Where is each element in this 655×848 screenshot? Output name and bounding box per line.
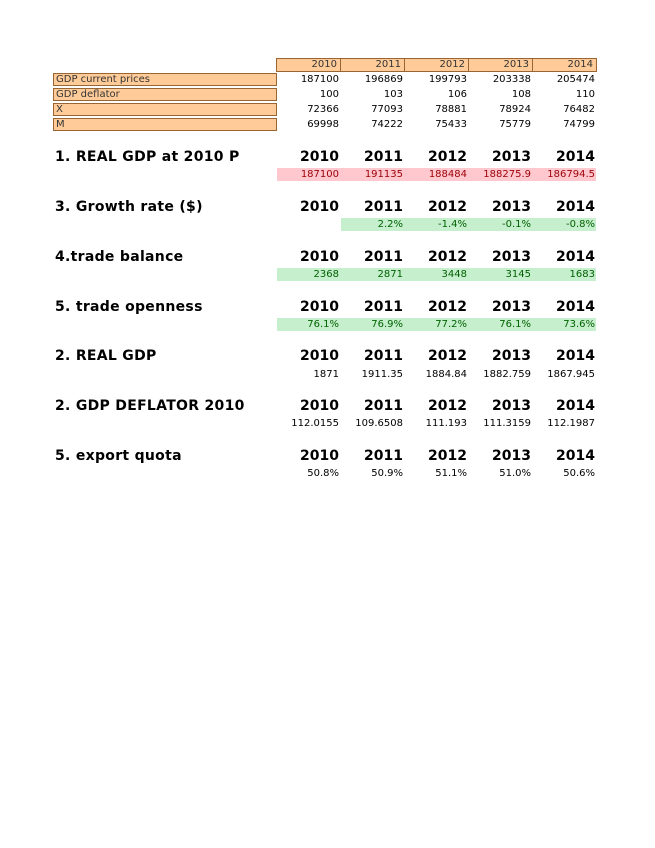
year-label: 2013 — [492, 398, 531, 414]
year-label: 2013 — [492, 199, 531, 215]
year-label: 2013 — [492, 249, 531, 265]
value-cell: 51.1% — [435, 468, 467, 479]
cell: 106 — [447, 89, 467, 100]
value-cell: 50.9% — [371, 468, 403, 479]
cell: 78881 — [435, 104, 467, 115]
year-header: 2010 — [276, 58, 341, 72]
value-cell: -0.1% — [501, 219, 531, 230]
value-cell: 1867.945 — [547, 369, 595, 380]
value-cell: 111.193 — [425, 418, 467, 429]
row-label: X — [53, 103, 277, 116]
value-cell: 73.6% — [563, 319, 595, 330]
value-cell: 51.0% — [499, 468, 531, 479]
value-cell: 3145 — [505, 269, 531, 280]
value-cell: 188275.9 — [483, 169, 531, 180]
value-cell: 50.8% — [307, 468, 339, 479]
year-label: 2011 — [364, 398, 403, 414]
cell: 74222 — [371, 119, 403, 130]
cell: 100 — [319, 89, 339, 100]
cell: 77093 — [371, 104, 403, 115]
cell: 199793 — [428, 74, 467, 85]
value-cell: 187100 — [300, 169, 339, 180]
year-label: 2012 — [428, 199, 467, 215]
year-header: 2014 — [532, 58, 597, 72]
year-header: 2013 — [468, 58, 533, 72]
year-label: 2013 — [492, 299, 531, 315]
year-label: 2011 — [364, 448, 403, 464]
year-label: 2014 — [556, 149, 595, 165]
cell: 78924 — [499, 104, 531, 115]
section-title: 5. trade openness — [55, 299, 203, 315]
value-cell: 111.3159 — [483, 418, 531, 429]
year-label: 2013 — [492, 149, 531, 165]
year-label: 2013 — [492, 348, 531, 364]
year-label: 2010 — [300, 348, 339, 364]
cell: 110 — [575, 89, 595, 100]
value-cell: 191135 — [364, 169, 403, 180]
year-label: 2013 — [492, 448, 531, 464]
value-cell: 76.1% — [307, 319, 339, 330]
cell: 72366 — [307, 104, 339, 115]
year-label: 2012 — [428, 448, 467, 464]
cell: 74799 — [563, 119, 595, 130]
year-label: 2014 — [556, 299, 595, 315]
year-header: 2011 — [340, 58, 405, 72]
section-title: 4.trade balance — [55, 249, 184, 265]
year-label: 2010 — [300, 199, 339, 215]
cell: 75433 — [435, 119, 467, 130]
year-label: 2012 — [428, 249, 467, 265]
value-cell: 1884.84 — [425, 369, 467, 380]
cell: 196869 — [364, 74, 403, 85]
year-label: 2011 — [364, 199, 403, 215]
value-cell: 112.0155 — [291, 418, 339, 429]
section-title: 5. export quota — [55, 448, 182, 464]
value-cell: 77.2% — [435, 319, 467, 330]
value-cell: 1871 — [313, 369, 339, 380]
year-header: 2012 — [404, 58, 469, 72]
year-label: 2012 — [428, 299, 467, 315]
year-label: 2010 — [300, 149, 339, 165]
value-cell: 2.2% — [377, 219, 403, 230]
year-label: 2011 — [364, 249, 403, 265]
row-label: GDP deflator — [53, 88, 277, 101]
year-label: 2012 — [428, 348, 467, 364]
cell: 76482 — [563, 104, 595, 115]
year-label: 2012 — [428, 149, 467, 165]
year-label: 2014 — [556, 348, 595, 364]
row-label: M — [53, 118, 277, 131]
cell: 75779 — [499, 119, 531, 130]
cell: 103 — [383, 89, 403, 100]
cell: 203338 — [492, 74, 531, 85]
year-label: 2011 — [364, 149, 403, 165]
value-cell: 76.9% — [371, 319, 403, 330]
value-cell: 2871 — [377, 269, 403, 280]
year-label: 2011 — [364, 299, 403, 315]
year-label: 2010 — [300, 249, 339, 265]
value-cell: 50.6% — [563, 468, 595, 479]
year-label: 2012 — [428, 398, 467, 414]
cell: 69998 — [307, 119, 339, 130]
value-cell: 76.1% — [499, 319, 531, 330]
cell: 187100 — [300, 74, 339, 85]
year-label: 2010 — [300, 448, 339, 464]
cell: 108 — [511, 89, 531, 100]
section-title: 1. REAL GDP at 2010 P — [55, 149, 240, 165]
value-cell: 1911.35 — [361, 369, 403, 380]
year-label: 2010 — [300, 398, 339, 414]
year-label: 2014 — [556, 398, 595, 414]
value-cell: 112.1987 — [547, 418, 595, 429]
year-label: 2014 — [556, 448, 595, 464]
year-label: 2014 — [556, 249, 595, 265]
value-cell: -1.4% — [437, 219, 467, 230]
section-title: 2. GDP DEFLATOR 2010 — [55, 398, 245, 414]
cell: 205474 — [556, 74, 595, 85]
row-label: GDP current prices — [53, 73, 277, 86]
value-cell: 186794.5 — [547, 169, 595, 180]
value-cell: 1683 — [569, 269, 595, 280]
value-cell: -0.8% — [565, 219, 595, 230]
year-label: 2014 — [556, 199, 595, 215]
value-cell: 109.6508 — [355, 418, 403, 429]
section-title: 2. REAL GDP — [55, 348, 157, 364]
value-cell: 3448 — [441, 269, 467, 280]
year-label: 2011 — [364, 348, 403, 364]
section-title: 3. Growth rate ($) — [55, 199, 203, 215]
value-cell: 1882.759 — [483, 369, 531, 380]
value-cell: 188484 — [428, 169, 467, 180]
value-cell: 2368 — [313, 269, 339, 280]
year-label: 2010 — [300, 299, 339, 315]
